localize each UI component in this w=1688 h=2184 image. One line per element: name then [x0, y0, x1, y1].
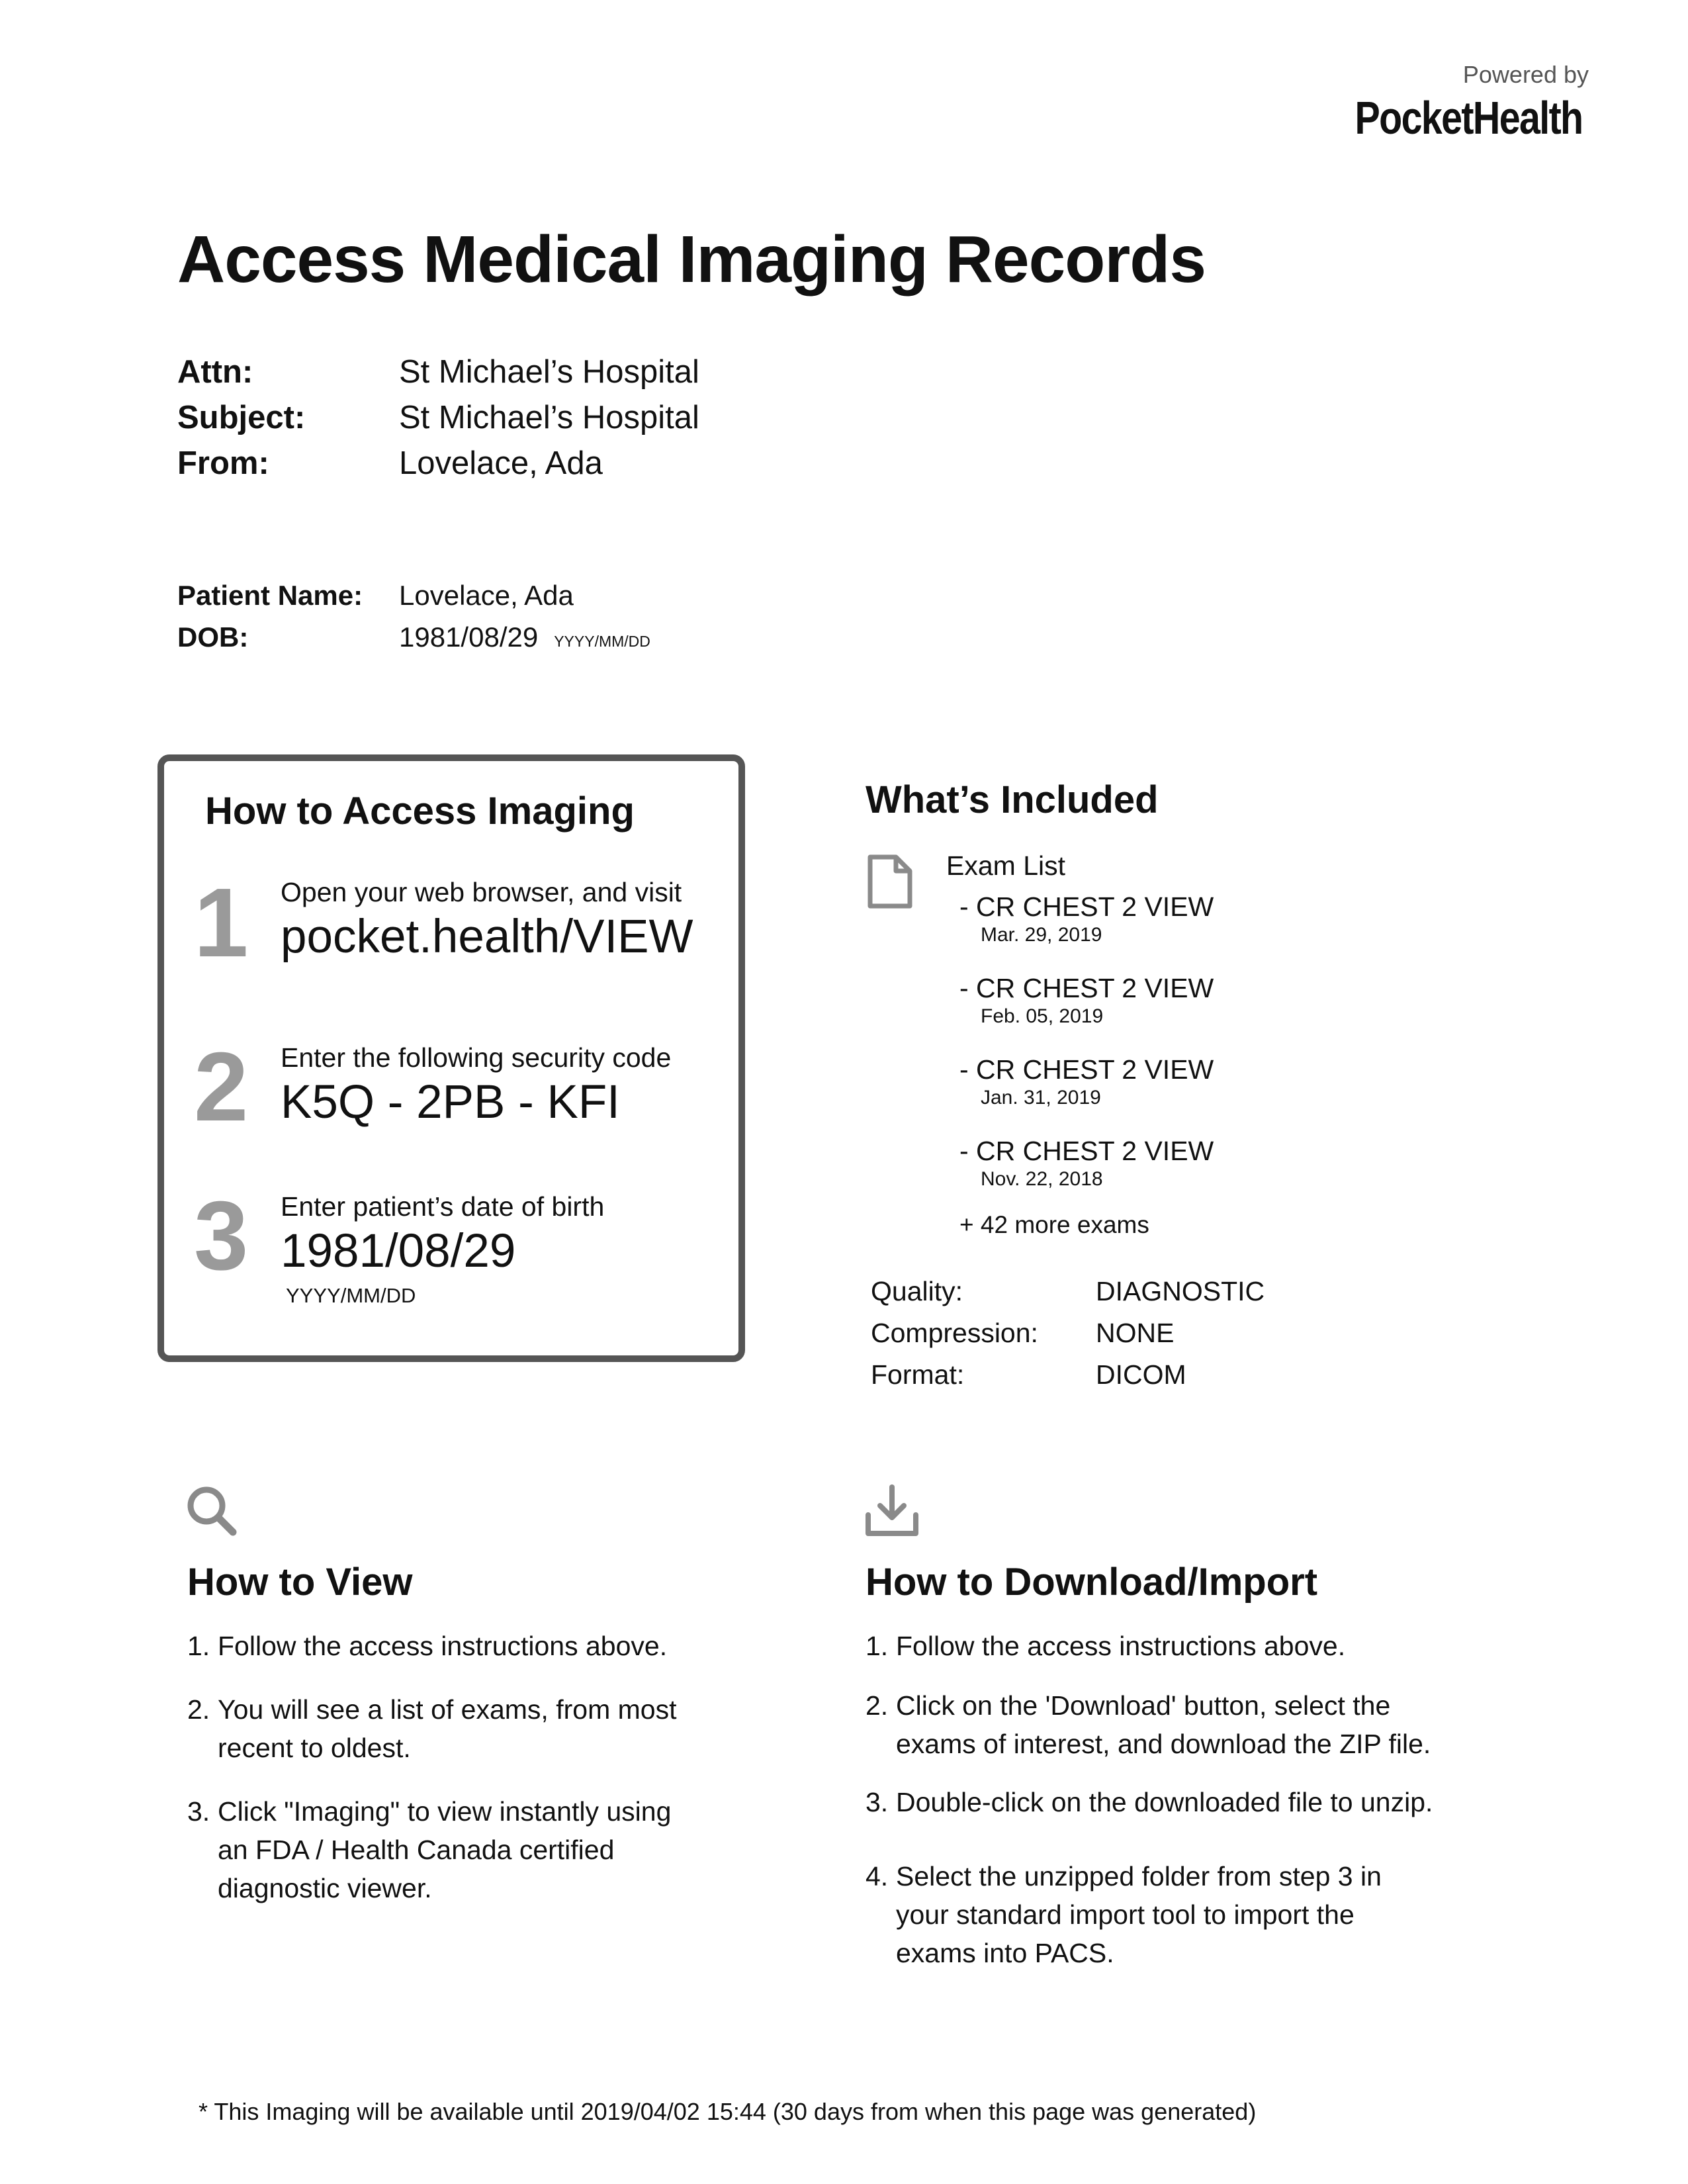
step-2-text: Enter the following security code — [281, 1042, 672, 1073]
access-dob-format: YYYY/MM/DD — [286, 1284, 416, 1307]
list-number: 3. — [187, 1796, 210, 1827]
access-dob: 1981/08/29 — [281, 1225, 516, 1277]
list-item — [866, 1857, 1527, 1972]
download-heading: How to Download/Import — [866, 1561, 1318, 1604]
list-line: Double-click on the downloaded file to unzip. — [896, 1787, 1433, 1817]
meta-value: Lovelace, Ada — [399, 445, 603, 481]
exam-name: - CR CHEST 2 VIEW — [959, 973, 1214, 1003]
list-line: Click on the 'Download' button, select the — [896, 1690, 1391, 1721]
meta-label: Attn: — [177, 354, 253, 390]
list-item — [959, 1134, 1214, 1216]
more-exams-count: + 42 more exams — [959, 1211, 1149, 1238]
list-line: diagnostic viewer. — [218, 1873, 432, 1903]
list-line: exams into PACS. — [896, 1938, 1114, 1968]
patient-dob: 1981/08/29 — [399, 621, 539, 653]
step-number-2: 2 — [194, 1032, 249, 1142]
exam-date: Jan. 31, 2019 — [981, 1087, 1101, 1109]
list-line: recent to oldest. — [218, 1733, 411, 1763]
list-item — [866, 1627, 1527, 1665]
list-line: Follow the access instructions above. — [218, 1631, 668, 1661]
list-line: You will see a list of exams, from most — [218, 1694, 677, 1725]
meta-label: Subject: — [177, 400, 306, 435]
spec-label: Compression: — [871, 1318, 1038, 1348]
spec-value: NONE — [1096, 1318, 1175, 1348]
patient-name: Lovelace, Ada — [399, 580, 574, 611]
list-item — [866, 1783, 1527, 1821]
list-line: an FDA / Health Canada certified — [218, 1835, 615, 1865]
document-icon — [867, 854, 913, 913]
list-line: your standard import tool to import the — [896, 1899, 1355, 1930]
patient-dob-format: YYYY/MM/DD — [554, 633, 650, 650]
letter-meta — [177, 349, 699, 486]
security-code: K5Q - 2PB - KFI — [281, 1076, 620, 1128]
exam-list-label: Exam List — [946, 850, 1065, 881]
access-heading: How to Access Imaging — [205, 790, 635, 833]
included-heading: What’s Included — [866, 778, 1159, 821]
list-line: Follow the access instructions above. — [896, 1631, 1346, 1661]
list-number: 2. — [866, 1690, 889, 1721]
list-item — [866, 1686, 1527, 1763]
exam-date: Mar. 29, 2019 — [981, 924, 1102, 946]
brand-logo: PocketHealth — [1355, 92, 1582, 144]
spec-value: DIAGNOSTIC — [1096, 1276, 1265, 1306]
list-line: Click "Imaging" to view instantly using — [218, 1796, 672, 1827]
spec-compression — [871, 1312, 1265, 1354]
exam-name: - CR CHEST 2 VIEW — [959, 1136, 1214, 1166]
list-number: 1. — [866, 1631, 889, 1661]
list-item — [959, 972, 1214, 1053]
patient-dob-row — [177, 616, 650, 662]
step-number-1: 1 — [194, 868, 249, 978]
meta-value: St Michael’s Hospital — [399, 354, 699, 390]
list-line: Select the unzipped folder from step 3 in — [896, 1861, 1382, 1891]
list-number: 3. — [866, 1787, 889, 1817]
step-number-3: 3 — [194, 1181, 249, 1291]
list-item — [959, 1053, 1214, 1134]
step-1-text: Open your web browser, and visit — [281, 877, 682, 907]
exam-date: Feb. 05, 2019 — [981, 1005, 1104, 1027]
download-icon — [864, 1484, 920, 1541]
meta-row-attn — [177, 349, 699, 395]
list-number: 2. — [187, 1694, 210, 1725]
list-line: exams of interest, and download the ZIP file. — [896, 1729, 1431, 1759]
step-3-text: Enter patient’s date of birth — [281, 1191, 605, 1222]
spec-value: DICOM — [1096, 1359, 1186, 1390]
meta-value: St Michael’s Hospital — [399, 400, 699, 435]
search-icon — [185, 1484, 238, 1541]
spec-label: Format: — [871, 1359, 965, 1390]
spec-label: Quality: — [871, 1276, 963, 1306]
meta-row-subject — [177, 395, 699, 441]
image-specs — [871, 1271, 1265, 1396]
list-item — [187, 1792, 849, 1907]
patient-name-label: Patient Name: — [177, 580, 363, 611]
list-number: 4. — [866, 1861, 889, 1891]
patient-dob-label: DOB: — [177, 621, 249, 653]
exam-date: Nov. 22, 2018 — [981, 1168, 1103, 1190]
exam-list — [959, 890, 1214, 1216]
patient-info — [177, 574, 650, 662]
meta-label: From: — [177, 445, 269, 481]
spec-quality — [871, 1271, 1265, 1312]
patient-name-row — [177, 574, 650, 616]
availability-note: * This Imaging will be available until 2019/04/02 15:44 (30 days from when this page was generated) — [199, 2098, 1257, 2125]
page-title: Access Medical Imaging Records — [177, 222, 1206, 296]
list-item — [187, 1627, 849, 1665]
list-item — [959, 890, 1214, 972]
meta-row-from — [177, 441, 699, 486]
list-item — [187, 1690, 849, 1767]
exam-name: - CR CHEST 2 VIEW — [959, 891, 1214, 922]
powered-by-label: Powered by — [1462, 61, 1589, 88]
spec-format — [871, 1354, 1265, 1396]
list-number: 1. — [187, 1631, 210, 1661]
exam-name: - CR CHEST 2 VIEW — [959, 1054, 1214, 1085]
access-url-link[interactable]: pocket.health/VIEW — [281, 911, 693, 963]
view-heading: How to View — [187, 1561, 413, 1604]
